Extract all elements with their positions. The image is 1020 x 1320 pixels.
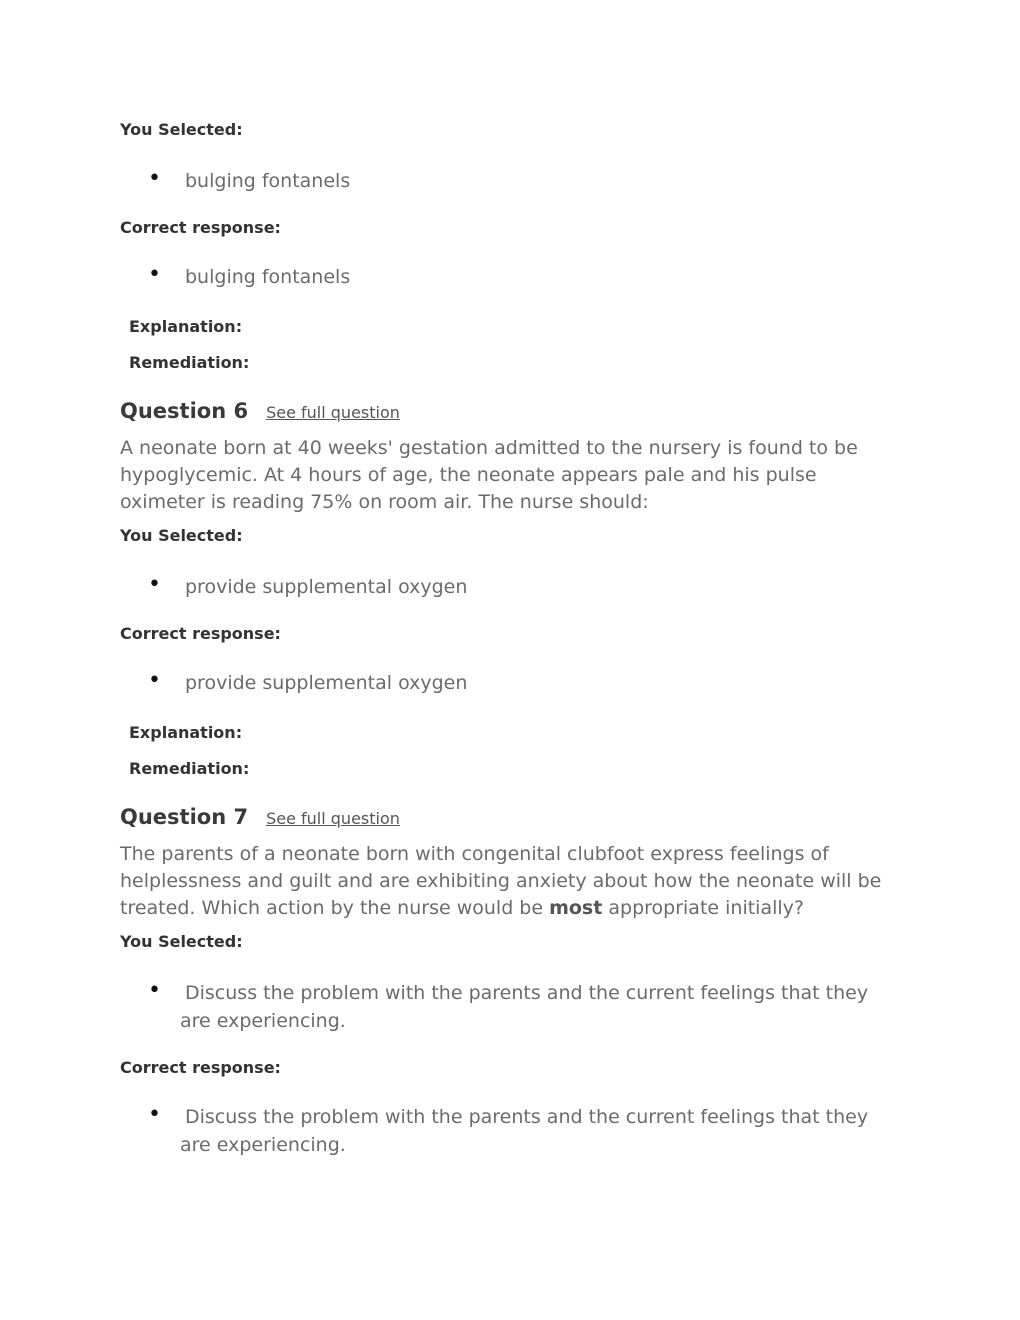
selected-answer bbox=[120, 573, 900, 601]
question-text: A neonate born at 40 weeks' gestation admitted to the nursery is found to be hypoglycemic. At 4 hours of age, the neonate appears pale and his pulse oximeter is reading 75% on room air. The nurse should: bbox=[120, 437, 858, 513]
selected-answer-list bbox=[120, 167, 900, 195]
correct-answer-list bbox=[120, 669, 900, 697]
question-title: Question 7 bbox=[120, 805, 249, 829]
remediation-label: Remediation: bbox=[129, 353, 250, 372]
correct-response-label: Correct response: bbox=[120, 1058, 281, 1077]
bullet-icon: • bbox=[148, 262, 161, 287]
correct-answer-list bbox=[120, 1103, 900, 1159]
selected-answer-text: bulging fontanels bbox=[185, 170, 351, 192]
question-6-header bbox=[120, 399, 900, 423]
correct-response-label: Correct response: bbox=[120, 624, 281, 643]
see-full-question-link[interactable]: See full question bbox=[266, 809, 400, 828]
bullet-icon: • bbox=[148, 1102, 161, 1127]
question-text-part: appropriate initially? bbox=[602, 897, 804, 919]
see-full-question-link[interactable]: See full question bbox=[266, 403, 400, 422]
explanation-label: Explanation: bbox=[129, 723, 243, 742]
correct-answer-text: bulging fontanels bbox=[185, 266, 351, 288]
selected-answer-text: Discuss the problem with the parents and the current feelings that they are experiencing. bbox=[180, 982, 869, 1032]
question-text bbox=[120, 841, 900, 922]
explanation-label: Explanation: bbox=[129, 317, 243, 336]
correct-answer-text: provide supplemental oxygen bbox=[185, 672, 468, 694]
question-text-emphasis: most bbox=[549, 897, 603, 919]
selected-answer-list bbox=[120, 573, 900, 601]
bullet-icon: • bbox=[148, 668, 161, 693]
selected-answer bbox=[120, 979, 900, 1035]
bullet-icon: • bbox=[148, 572, 161, 597]
correct-response-label: Correct response: bbox=[120, 218, 281, 237]
correct-answer bbox=[120, 1103, 900, 1159]
you-selected-label: You Selected: bbox=[120, 932, 243, 951]
correct-answer-text: Discuss the problem with the parents and the current feelings that they are experiencing. bbox=[180, 1106, 869, 1156]
correct-answer bbox=[120, 669, 900, 697]
bullet-icon: • bbox=[148, 166, 161, 191]
bullet-icon: • bbox=[148, 978, 161, 1003]
question-text-part: The parents of a neonate born with congenital clubfoot express feelings of helplessness and guilt and are exhibiting anxiety about how the neonate will be treated. Which action by the nurse would be bbox=[120, 843, 882, 919]
you-selected-label: You Selected: bbox=[120, 526, 243, 545]
selected-answer-text: provide supplemental oxygen bbox=[185, 576, 468, 598]
remediation-label: Remediation: bbox=[129, 759, 250, 778]
question-7-header bbox=[120, 805, 900, 829]
selected-answer bbox=[120, 167, 900, 195]
correct-answer-list bbox=[120, 263, 900, 291]
question-title: Question 6 bbox=[120, 399, 249, 423]
correct-answer bbox=[120, 263, 900, 291]
results-page bbox=[120, 118, 900, 1159]
you-selected-label: You Selected: bbox=[120, 120, 243, 139]
selected-answer-list bbox=[120, 979, 900, 1035]
